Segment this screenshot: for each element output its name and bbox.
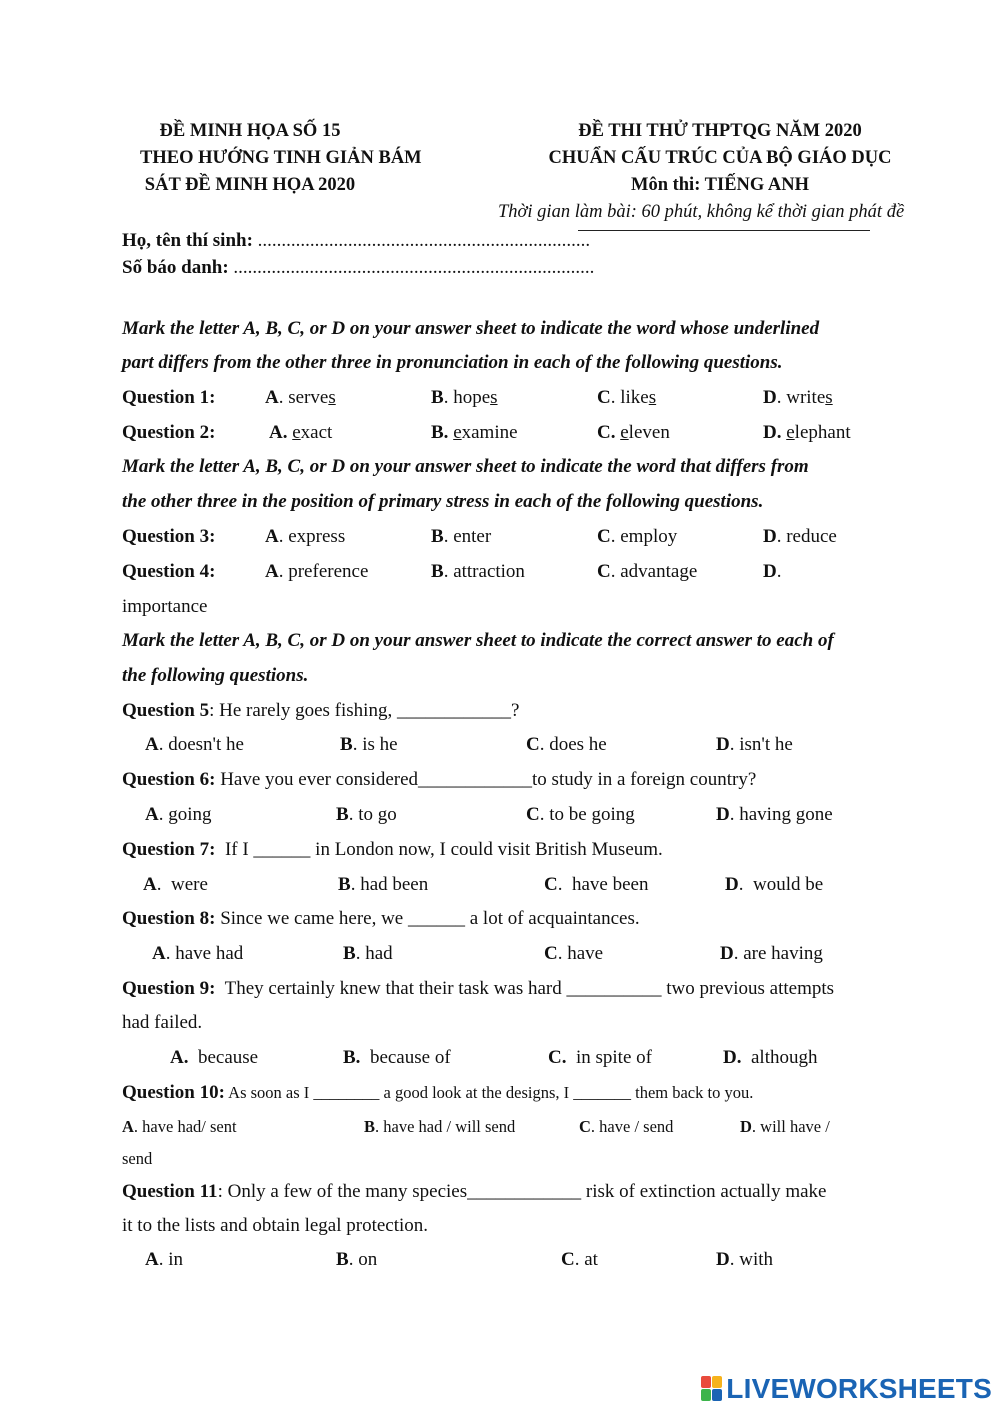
q5-text: : He rarely goes fishing, ____________?: [209, 700, 520, 721]
q10-option-a[interactable]: A. have had/ sent: [122, 1117, 237, 1136]
q6-text: Have you ever considered____________to study in a foreign country?: [215, 769, 757, 790]
q5-option-c[interactable]: C. does he: [526, 734, 607, 755]
q10-option-d-continued[interactable]: send: [122, 1149, 153, 1168]
q4-option-c[interactable]: C. advantage: [597, 561, 698, 582]
q9-option-b[interactable]: B. because of: [343, 1047, 451, 1068]
header-left-line-3: SÁT ĐỀ MINH HỌA 2020: [144, 175, 356, 195]
q11-stem: [122, 1181, 826, 1203]
q11-option-c[interactable]: C. at: [561, 1249, 598, 1270]
q10-stem: [122, 1082, 753, 1104]
q7-option-d[interactable]: D. would be: [725, 874, 824, 895]
header-left-line-2: THEO HƯỚNG TINH GIẢN BÁM: [140, 148, 422, 168]
q9-stem: [122, 978, 834, 1000]
section-1-line-1: Mark the letter A, B, C, or D on your answer sheet to indicate the word whose underlined: [122, 318, 820, 339]
q8-option-b[interactable]: B. had: [343, 943, 393, 964]
q2-option-c[interactable]: C. eleven: [597, 422, 670, 443]
q1-option-d[interactable]: D. writes: [763, 387, 833, 408]
q4-option-a[interactable]: A. preference: [265, 561, 369, 582]
q8-option-d[interactable]: D. are having: [720, 943, 823, 964]
q9-option-d[interactable]: D. although: [723, 1047, 818, 1068]
liveworksheets-logo-icon: [701, 1376, 723, 1402]
q11-stem-continued: it to the lists and obtain legal protection.: [122, 1215, 429, 1236]
header-left: [140, 118, 422, 199]
q5-option-b[interactable]: B. is he: [340, 734, 398, 755]
q1-option-c[interactable]: C. likes: [597, 387, 657, 408]
section-2-line-2: the other three in the position of primary stress in each of the following questions.: [122, 491, 764, 512]
q1-option-b[interactable]: B. hopes: [431, 387, 498, 408]
q8-text: Since we came here, we ______ a lot of acquaintances.: [215, 908, 640, 929]
q6-option-c[interactable]: C. to be going: [526, 804, 635, 825]
header-right-line-2: CHUẨN CẤU TRÚC CỦA BỘ GIÁO DỤC: [548, 148, 892, 168]
time-note: Thời gian làm bài: 60 phút, không kể thời gian phát đề: [498, 202, 905, 222]
q9-stem-continued: had failed.: [122, 1012, 203, 1033]
q5-label: Question 5: [122, 700, 210, 721]
q8-option-c[interactable]: C. have: [544, 943, 604, 964]
q4-label: Question 4:: [122, 561, 216, 582]
q7-text: If I ______ in London now, I could visit British Museum.: [215, 839, 663, 860]
q10-option-c[interactable]: C. have / send: [579, 1117, 674, 1136]
q3-label: Question 3:: [122, 526, 216, 547]
q5-option-a[interactable]: A. doesn't he: [145, 734, 244, 755]
q6-label: Question 6:: [122, 769, 216, 790]
q6-option-a[interactable]: A. going: [145, 804, 212, 825]
q2-label: Question 2:: [122, 422, 216, 443]
section-2-line-1: Mark the letter A, B, C, or D on your answer sheet to indicate the word that differs from: [122, 456, 809, 477]
candidate-name-dots: ......................................................................: [257, 230, 591, 251]
q11-text: : Only a few of the many species____________ risk of extinction actually make: [217, 1181, 827, 1202]
header-right-line-1: ĐỀ THI THỬ THPTQG NĂM 2020: [578, 121, 862, 141]
q3-option-a[interactable]: A. express: [265, 526, 346, 547]
candidate-name-row: [122, 230, 590, 252]
q2-option-b[interactable]: B. examine: [431, 422, 518, 443]
section-3-line-2: the following questions.: [122, 665, 309, 686]
q8-stem: [122, 908, 640, 930]
q1-label: Question 1:: [122, 387, 216, 408]
header-right-line-3: Môn thi: TIẾNG ANH: [630, 175, 809, 195]
q7-option-b[interactable]: B. had been: [338, 874, 429, 895]
q10-option-d[interactable]: D. will have /: [740, 1117, 830, 1136]
q5-stem: [122, 700, 519, 722]
q9-label: Question 9:: [122, 978, 216, 999]
q6-option-b[interactable]: B. to go: [336, 804, 397, 825]
q9-text: They certainly knew that their task was hard __________ two previous attempts: [215, 978, 835, 999]
q11-option-d[interactable]: D. with: [716, 1249, 774, 1270]
header-rule: [578, 230, 870, 231]
q1-option-a[interactable]: A. serves: [265, 387, 336, 408]
q7-stem: [122, 839, 663, 861]
q10-label: Question 10:: [122, 1082, 225, 1103]
candidate-id-label: Số báo danh:: [122, 257, 229, 278]
liveworksheets-logo-text: LIVEWORKSHEETS: [726, 1373, 992, 1404]
q3-option-b[interactable]: B. enter: [431, 526, 492, 547]
q4-option-d[interactable]: D.: [763, 561, 782, 582]
q9-option-c[interactable]: C. in spite of: [548, 1047, 652, 1068]
liveworksheets-logo: [701, 1373, 992, 1405]
q11-option-b[interactable]: B. on: [336, 1249, 378, 1270]
q10-text: As soon as I ________ a good look at the designs, I _______ them back to you.: [224, 1083, 754, 1102]
q3-option-d[interactable]: D. reduce: [763, 526, 837, 547]
candidate-id-dots: ............................................................................: [233, 257, 595, 278]
q7-option-a[interactable]: A. were: [143, 874, 208, 895]
header-right: [520, 118, 920, 199]
section-3-line-1: Mark the letter A, B, C, or D on your answer sheet to indicate the correct answer to each of: [122, 630, 834, 651]
q4-option-d-continued[interactable]: importance: [122, 596, 208, 617]
q6-stem: [122, 769, 756, 791]
candidate-name-label: Họ, tên thí sinh:: [122, 230, 253, 251]
section-1-line-2: part differs from the other three in pronunciation in each of the following questions.: [122, 352, 783, 373]
q7-label: Question 7:: [122, 839, 216, 860]
q7-option-c[interactable]: C. have been: [544, 874, 649, 895]
q6-option-d[interactable]: D. having gone: [716, 804, 833, 825]
q10-option-b[interactable]: B. have had / will send: [364, 1117, 516, 1136]
q3-option-c[interactable]: C. employ: [597, 526, 678, 547]
header-left-line-1: ĐỀ MINH HỌA SỐ 15: [159, 121, 341, 141]
q8-option-a[interactable]: A. have had: [152, 943, 244, 964]
candidate-id-row: [122, 257, 594, 279]
q4-option-b[interactable]: B. attraction: [431, 561, 525, 582]
q2-option-d[interactable]: D. elephant: [763, 422, 851, 443]
q11-option-a[interactable]: A. in: [145, 1249, 184, 1270]
q8-label: Question 8:: [122, 908, 216, 929]
q2-option-a[interactable]: A. exact: [269, 422, 333, 443]
q11-label: Question 11: [122, 1181, 218, 1202]
q9-option-a[interactable]: A. because: [170, 1047, 259, 1068]
q5-option-d[interactable]: D. isn't he: [716, 734, 793, 755]
